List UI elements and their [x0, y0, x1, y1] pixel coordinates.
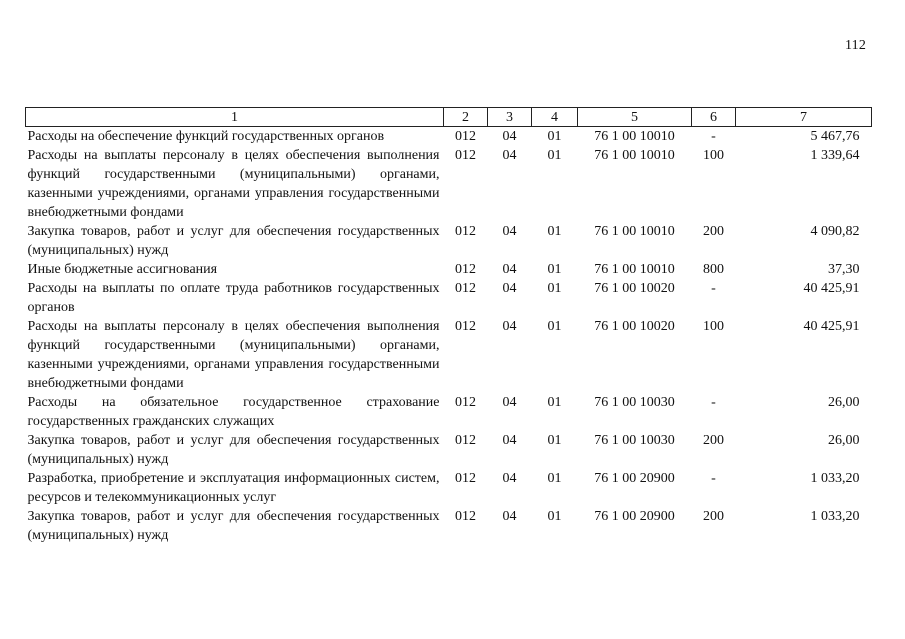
table-row	[26, 222, 872, 260]
subsection-code: 01	[547, 395, 562, 410]
amount: 1 033,20	[810, 471, 860, 486]
expense-name: Расходы на обязательное государственное страхование государственных гражданских служащих	[27, 395, 440, 429]
expense-type-code: 100	[703, 319, 724, 334]
subsection-code: 01	[547, 281, 562, 296]
target-article-code: 76 1 00 10020	[594, 281, 675, 296]
target-article-code: 76 1 00 10020	[594, 319, 675, 334]
table-row	[26, 279, 872, 317]
table-body	[26, 127, 872, 546]
subsection-code: 01	[547, 471, 562, 486]
ministry-code: 012	[455, 224, 476, 239]
amount: 1 339,64	[810, 148, 860, 163]
section-code: 04	[502, 148, 517, 163]
ministry-code: 012	[455, 129, 476, 144]
expense-name: Расходы на выплаты персоналу в целях обеспечения выполнения функций государственными (муниципальными) органами, казенными учреждениями, органами управления государственными внебюджетными фондами	[27, 148, 440, 220]
target-article-code: 76 1 00 10010	[594, 129, 675, 144]
table-row	[26, 127, 872, 147]
expense-name: Разработка, приобретение и эксплуатация информационных систем, ресурсов и телекоммуникационных услуг	[27, 471, 440, 505]
expense-type-code: 200	[703, 509, 724, 524]
subsection-code: 01	[547, 129, 562, 144]
target-article-code: 76 1 00 10010	[594, 262, 675, 277]
expense-name: Расходы на обеспечение функций государственных органов	[27, 129, 385, 144]
table-header	[26, 108, 872, 127]
subsection-code: 01	[547, 262, 562, 277]
table-row	[26, 507, 872, 545]
target-article-code: 76 1 00 10030	[594, 395, 675, 410]
column-header-7: 7	[736, 108, 872, 127]
ministry-code: 012	[455, 471, 476, 486]
section-code: 04	[502, 224, 517, 239]
ministry-code: 012	[455, 433, 476, 448]
expense-type-code: -	[711, 471, 716, 486]
table-row	[26, 317, 872, 393]
subsection-code: 01	[547, 319, 562, 334]
table-row	[26, 260, 872, 279]
section-code: 04	[502, 433, 517, 448]
amount: 37,30	[828, 262, 860, 277]
column-header-2: 2	[444, 108, 488, 127]
page-number: 112	[845, 38, 867, 53]
table-row	[26, 393, 872, 431]
section-code: 04	[502, 319, 517, 334]
ministry-code: 012	[455, 148, 476, 163]
expense-name: Расходы на выплаты персоналу в целях обеспечения выполнения функций государственными (муниципальными) органами, казенными учреждениями, органами управления государственными внебюджетными фондами	[27, 319, 440, 391]
expense-type-code: 200	[703, 224, 724, 239]
expense-name: Закупка товаров, работ и услуг для обеспечения государственных (муниципальных) нужд	[27, 224, 440, 258]
subsection-code: 01	[547, 433, 562, 448]
ministry-code: 012	[455, 395, 476, 410]
amount: 26,00	[828, 433, 860, 448]
column-header-1: 1	[26, 108, 444, 127]
expense-name: Закупка товаров, работ и услуг для обеспечения государственных (муниципальных) нужд	[27, 433, 440, 467]
budget-table	[25, 107, 872, 545]
column-header-6: 6	[692, 108, 736, 127]
section-code: 04	[502, 129, 517, 144]
amount: 26,00	[828, 395, 860, 410]
amount: 5 467,76	[810, 129, 860, 144]
expense-name: Закупка товаров, работ и услуг для обеспечения государственных (муниципальных) нужд	[27, 509, 440, 543]
table-row	[26, 146, 872, 222]
subsection-code: 01	[547, 224, 562, 239]
amount: 40 425,91	[803, 281, 860, 296]
ministry-code: 012	[455, 262, 476, 277]
section-code: 04	[502, 395, 517, 410]
header-row	[26, 108, 872, 127]
expense-type-code: 200	[703, 433, 724, 448]
amount: 40 425,91	[803, 319, 860, 334]
section-code: 04	[502, 509, 517, 524]
expense-type-code: 800	[703, 262, 724, 277]
target-article-code: 76 1 00 10010	[594, 224, 675, 239]
section-code: 04	[502, 281, 517, 296]
ministry-code: 012	[455, 281, 476, 296]
column-header-4: 4	[532, 108, 578, 127]
expense-type-code: -	[711, 395, 716, 410]
column-header-3: 3	[488, 108, 532, 127]
table-row	[26, 431, 872, 469]
target-article-code: 76 1 00 10030	[594, 433, 675, 448]
target-article-code: 76 1 00 10010	[594, 148, 675, 163]
expense-name: Иные бюджетные ассигнования	[27, 262, 218, 277]
expense-type-code: -	[711, 129, 716, 144]
subsection-code: 01	[547, 148, 562, 163]
section-code: 04	[502, 262, 517, 277]
section-code: 04	[502, 471, 517, 486]
subsection-code: 01	[547, 509, 562, 524]
ministry-code: 012	[455, 509, 476, 524]
amount: 4 090,82	[810, 224, 860, 239]
expense-type-code: 100	[703, 148, 724, 163]
expense-type-code: -	[711, 281, 716, 296]
target-article-code: 76 1 00 20900	[594, 471, 675, 486]
column-header-5: 5	[578, 108, 692, 127]
table-row	[26, 469, 872, 507]
ministry-code: 012	[455, 319, 476, 334]
expense-name: Расходы на выплаты по оплате труда работников государственных органов	[27, 281, 440, 315]
target-article-code: 76 1 00 20900	[594, 509, 675, 524]
amount: 1 033,20	[810, 509, 860, 524]
